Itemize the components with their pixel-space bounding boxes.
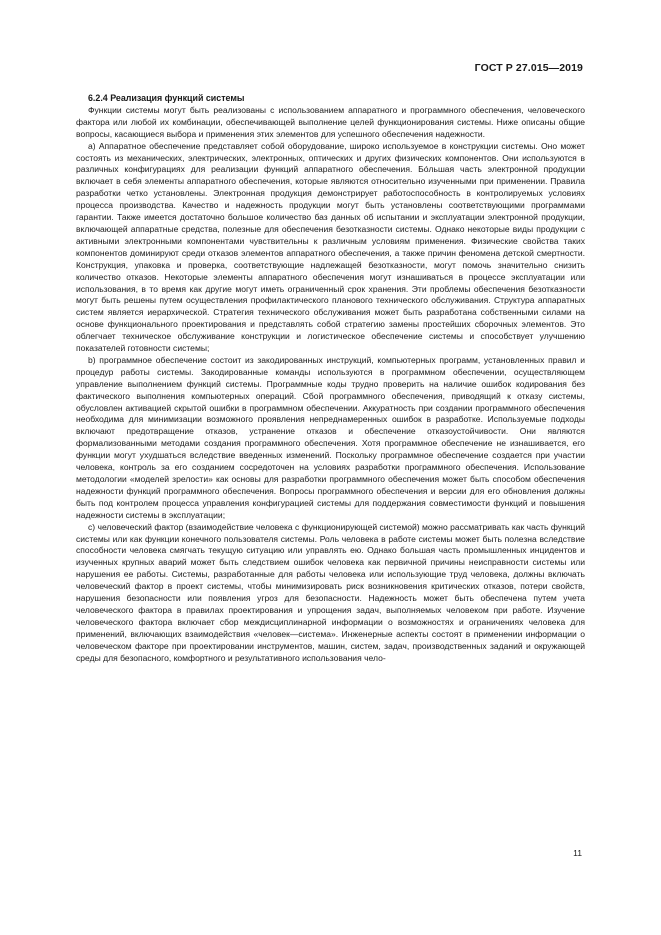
paragraph-human-factor: c) человеческий фактор (взаимодействие человека с функционирующей системой) можно рассматривать как часть функций системы или как функции конечного пользователя системы. Роль человека в работе системы может быть полезна вследствие способности человека смягчать текущую ситуацию или управлять ею. Однако большая часть промышленных инцидентов и изученных крупных аварий может быть следствием ошибок человека как первичной причины неисправности системы или нарушения ее работы. Системы, разработанные для работы человека или использующие труд человека, должны включать человеческий фактор в проект системы, чтобы минимизировать риск возникновения критических отказов, потери свойств, нарушения безопасности или появления угроз для безопасности. Надежность может быть обеспечена путем учета человеческого фактора в правилах проектирования и упрощения задач, выполняемых человеком при работе. Изучение человеческого фактора включает сбор междисциплинарной информации о возможностях и ограничениях человека для применений, включающих взаимодействия «человек—система». Инженерные аспекты состоят в применении информации о человеческом факторе при проектировании инструментов, машин, систем, задач, производственных заданий и окружающей среды для безопасного, комфортного и результативного использования чело- xyxy=(76,521,585,663)
paragraph-software: b) программное обеспечение состоит из закодированных инструкций, компьютерных программ, установленных правил и процедур работы системы. Закодированные команды используются в программном обеспечении, осуществляющем управление выполнением функций системы. Программные коды трудно проверить на наличие ошибок кодирования без фактического выполнения компьютерных операций. Сбой программного обеспечения, приводящий к отказу системы, обусловлен активацией скрытой ошибки в программном обеспечении. Аккуратность при создании программного обеспечения необходима для минимизации возможного проявления непреднамеренных ошибок в разработке. Используемые подходы включают предотвращение отказов, устранение отказов и обеспечение отказоустойчивости. Они являются формализованными методами создания программного обеспечения. Хотя программное обеспечение не изнашивается, его функции могут ухудшаться вследствие введенных изменений. Поскольку программное обеспечение создается при участии человека, контроль за его созданием сосредоточен на условиях разработки программного обеспечения. Использование методологии «моделей зрелости» как основы для разработки программного обеспечения может быть способом обеспечения надежности функций программного обеспечения. Вопросы программного обеспечения и версии для его обновления должны быть под контролем процесса управления конфигурацией системы для поддержания совместимости функций и повышения надежности системы в эксплуатации; xyxy=(76,354,585,520)
section-title: 6.2.4 Реализация функций системы xyxy=(88,93,245,103)
document-id: ГОСТ Р 27.015—2019 xyxy=(474,62,583,74)
page-number: 11 xyxy=(573,848,582,858)
paragraph-intro: Функции системы могут быть реализованы с использованием аппаратного и программного обеспечения, человеческого фактора или любой их комбинации, обеспечивающей выполнение целей функционирования системы. Ниже описаны общие вопросы, касающиеся выбора и применения этих элементов для успешного обеспечения надежности. xyxy=(76,104,585,139)
section-body xyxy=(76,93,585,665)
paragraph-hardware: а) Аппаратное обеспечение представляет собой оборудование, широко используемое в конструкции системы. Оно может состоять из механических, электрических, электронных, оптических и других физических компонентов. Они используются в различных конфигурациях для реализации функций аппаратного обеспечения. Бóльшая часть электронной продукции включает в себя элементы аппаратного обеспечения, которые являются относительно изученными при применении. Правила разработки четко установлены. Электронная продукция демонстрирует работоспособность в контролируемых условиях процесса производства. Качество и надежность продукции могут быть установлены соответствующими программами гарантии. Также имеется достаточно большое количество баз данных об испытании и эксплуатации электронной продукции, включающей аппаратные средства, полезные для обеспечения безотказности системы. Однако некоторые виды продукции с активными электронными компонентами чувствительны к различным условиям применения. Физические свойства таких компонентов доминируют среди отказов элементов аппаратного обеспечения, а также причин феномена детской смертности. Конструкция, упаковка и проверка, соответствующие надлежащей безотказности, могут помочь значительно снизить количество отказов. Некоторые элементы аппаратного обеспечения могут изнашиваться в процессе эксплуатации или использования, в то время как другие могут иметь ограниченный срок хранения. Эти проблемы обеспечения безотказности могут быть решены путем осуществления профилактического планового технического обслуживания. Структура аппаратных систем является иерархической. Стратегия технического обслуживания может быть разработана собственными силами на основе функционального проектирования и представлять собой стратегию замены простейших сборочных элементов. Это облегчает техническое обслуживание конструкции и логистическое обеспечение системы и способствует улучшению показателей готовности системы; xyxy=(76,140,585,354)
